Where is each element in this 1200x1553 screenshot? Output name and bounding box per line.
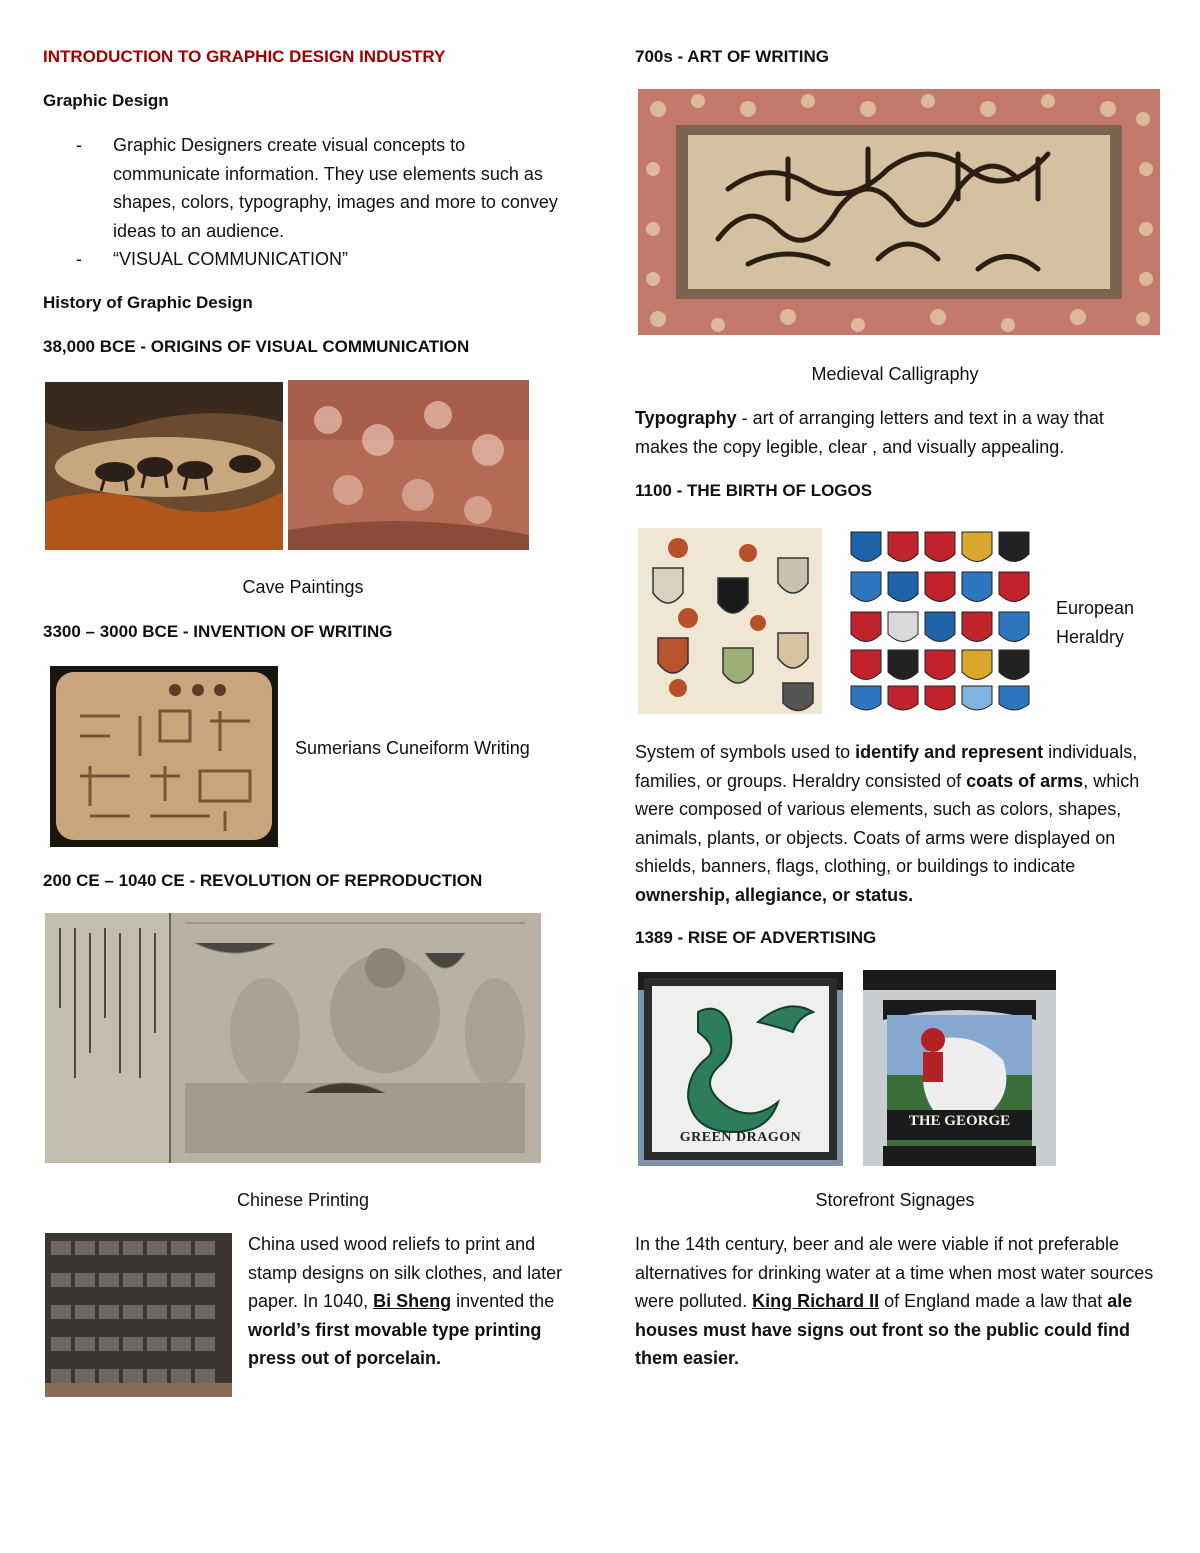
caption-line: Heraldry	[1056, 626, 1125, 647]
bullet-text: Graphic Designers create visual concepts to communicate information. They use elements such as shapes, colors, typography, images and more to convey ideas to an audience.	[113, 135, 558, 241]
history-heading: History of Graphic Design	[43, 293, 253, 312]
paragraph-bold-text: ale houses must have signs out front so the public could find them easier.	[635, 1291, 1133, 1368]
king-richard-link[interactable]: King Richard II	[752, 1291, 880, 1311]
caption-heraldry	[1056, 594, 1134, 651]
cave-painting-hands-image	[288, 380, 529, 550]
bi-sheng-link[interactable]: Bi Sheng	[373, 1291, 452, 1311]
bullet-list	[76, 131, 566, 274]
typography-definition	[635, 404, 1160, 461]
bullet-dash: -	[76, 249, 82, 269]
paragraph-bold-text: coats of arms	[966, 770, 1084, 791]
era-heading-advertising: 1389 - RISE OF ADVERTISING	[635, 928, 877, 947]
typography-term: Typography	[635, 408, 737, 428]
era-heading-reproduction: 200 CE – 1040 CE - REVOLUTION OF REPRODUCTION	[43, 871, 483, 890]
caption-calligraphy: Medieval Calligraphy	[811, 364, 979, 384]
heraldry-manuscript-image	[638, 528, 822, 714]
paragraph-text: of England made a law that	[879, 1291, 1108, 1311]
page-title: INTRODUCTION TO GRAPHIC DESIGN INDUSTRY	[43, 47, 446, 66]
typography-text: - art of arranging letters and text in a way that makes the copy legible, clear , and visually appealing.	[635, 408, 1104, 457]
green-dragon-sign-text: GREEN DRAGON	[679, 1130, 802, 1145]
era-heading-art-of-writing: 700s - ART OF WRITING	[635, 47, 829, 66]
green-dragon-sign-image	[638, 972, 843, 1166]
paragraph-bold-text: identify and represent	[855, 742, 1044, 762]
caption-cuneiform: Sumerians Cuneiform Writing	[295, 738, 530, 758]
list-item	[76, 131, 566, 245]
cave-painting-horses-image	[45, 382, 283, 550]
caption-storefront-signages: Storefront Signages	[815, 1190, 975, 1210]
bullet-dash: -	[76, 135, 82, 155]
movable-type-image	[45, 1233, 232, 1397]
list-item	[76, 245, 566, 274]
paragraph-text: In the 14th century, beer and ale were viable if not preferable alternatives for drinking water at a time when most water sources were polluted.	[635, 1234, 1154, 1311]
cuneiform-tablet-image	[50, 666, 278, 847]
era-heading-origins: 38,000 BCE - ORIGINS OF VISUAL COMMUNICATION	[43, 337, 470, 356]
era-heading-writing: 3300 – 3000 BCE - INVENTION OF WRITING	[43, 622, 393, 641]
paragraph-text: China used wood reliefs to print and stamp designs on silk clothes, and later paper. In 1040,	[248, 1234, 563, 1311]
advertising-paragraph	[635, 1230, 1160, 1373]
medieval-calligraphy-image	[638, 89, 1160, 335]
graphic-design-heading: Graphic Design	[43, 91, 169, 110]
paragraph-text: individuals, families, or groups. Heraldry consisted of	[635, 742, 1138, 791]
heraldry-paragraph	[635, 738, 1160, 909]
paragraph-text: invented the	[451, 1291, 555, 1311]
paragraph-bold-text: ownership, allegiance, or status.	[635, 884, 914, 905]
chinese-printing-paragraph	[248, 1230, 568, 1373]
heraldry-shields-image	[843, 522, 1040, 716]
paragraph-text: System of symbols used to	[635, 742, 856, 762]
chinese-printing-image	[45, 913, 541, 1163]
caption-line: European	[1056, 598, 1135, 618]
caption-cave-paintings: Cave Paintings	[242, 577, 364, 597]
paragraph-bold-text: world’s first movable type printing press out of porcelain.	[248, 1319, 542, 1368]
paragraph-text: , which were composed of various elements, such as colors, shapes, animals, plants, or objects. Coats of arms were displayed on shields, banners, flags, clothing, or buildings to indicate	[635, 770, 1140, 876]
bullet-text: “VISUAL COMMUNICATION”	[113, 249, 349, 269]
the-george-sign-image	[863, 970, 1056, 1166]
caption-chinese-printing: Chinese Printing	[236, 1190, 370, 1210]
the-george-sign-text: THE GEORGE	[908, 1113, 1011, 1129]
era-heading-logos: 1100 - THE BIRTH OF LOGOS	[635, 481, 873, 500]
